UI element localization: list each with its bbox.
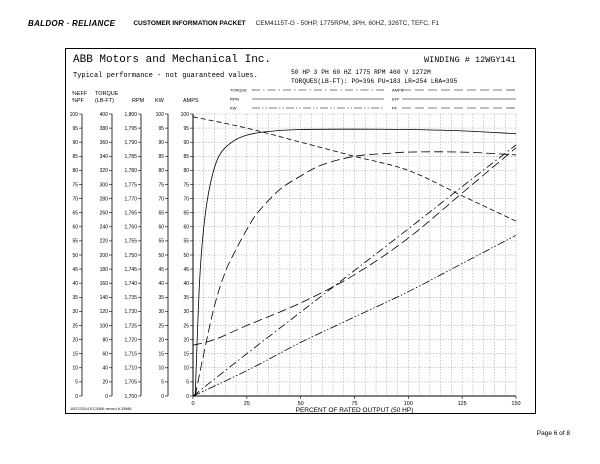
y-tick-label: 95: [183, 125, 189, 132]
y-tick-label: 1,725: [124, 323, 137, 330]
y-tick-label: 60: [158, 224, 164, 231]
x-axis: [70, 393, 521, 414]
y-tick-label: 20: [158, 337, 164, 344]
x-tick-label: 75: [351, 401, 358, 407]
y-tick-label: 100: [69, 111, 78, 118]
y-tick-label: 20: [102, 379, 108, 386]
legend-label: PF: [392, 105, 398, 111]
y-tick-label: 5: [75, 379, 78, 386]
y-tick-label: 60: [102, 351, 108, 358]
y-axis-title: RPM: [132, 98, 145, 104]
packet-title: CUSTOMER INFORMATION PACKET: [133, 19, 246, 27]
y-tick-label: 90: [158, 140, 164, 146]
y-tick-label: 260: [99, 210, 108, 217]
y-tick-label: 15: [183, 351, 189, 358]
x-tick-label: 125: [457, 401, 467, 407]
y-tick-label: 70: [183, 196, 189, 203]
y-axis-title: %PF: [72, 98, 84, 104]
torque-summary: TORQUES(LB-FT): PO=396 PU=183 LR=254 LRA=395: [291, 78, 458, 85]
legend-label: AMPS: [392, 87, 404, 93]
y-tick-label: 45: [158, 266, 164, 273]
y-tick-label: 20: [72, 337, 78, 344]
y-tick-label: 70: [158, 196, 164, 203]
y-tick-label: 1,785: [124, 154, 137, 161]
y-tick-label: 50: [158, 252, 164, 259]
page-number: Page 6 of 8: [536, 430, 570, 437]
y-tick-label: 180: [99, 266, 108, 273]
y-tick-label: 50: [72, 252, 78, 259]
y-tick-label: 100: [180, 111, 189, 118]
legend-label: RPM: [230, 96, 239, 102]
x-axis-label: PERCENT OF RATED OUTPUT (50 HP): [295, 407, 414, 414]
y-tick-label: 80: [102, 337, 108, 344]
y-tick-label: 40: [158, 281, 164, 287]
y-tick-label: 55: [158, 238, 164, 245]
y-tick-label: 70: [72, 196, 78, 203]
x-tick-label: 0: [191, 401, 195, 407]
y-tick-label: 90: [72, 140, 78, 146]
y-tick-label: 15: [158, 351, 164, 358]
y-tick-label: 360: [99, 140, 108, 146]
y-tick-label: 1,745: [124, 266, 137, 273]
x-tick-label: 100: [403, 401, 413, 407]
y-tick-label: 95: [158, 125, 164, 132]
y-tick-label: 35: [183, 295, 189, 302]
y-tick-label: 80: [158, 168, 164, 175]
y-tick-label: 80: [183, 168, 189, 175]
y-tick-label: 65: [158, 210, 164, 217]
y-tick-label: 300: [99, 182, 108, 189]
y-tick-label: 400: [99, 111, 108, 118]
y-tick-label: 1,780: [124, 168, 137, 175]
y-tick-label: 1,705: [124, 379, 137, 386]
y-tick-label: 140: [99, 295, 108, 302]
motor-description: CEM4115T-G - 50HP, 1775RPM, 3PH, 60HZ, 326TC, TEFC, F1: [255, 19, 440, 27]
y-tick-label: 0: [105, 393, 108, 400]
y-tick-label: 380: [99, 125, 108, 132]
y-tick-label: 100: [99, 323, 108, 330]
y-axis-title: TORQUE: [95, 91, 119, 97]
y-tick-label: 95: [72, 125, 78, 132]
y-tick-label: 75: [183, 182, 189, 189]
company-name: ABB Motors and Mechanical Inc.: [73, 54, 272, 66]
y-tick-label: 25: [72, 323, 78, 330]
legend-label: KW: [230, 105, 237, 111]
y-axis-title: %EFF: [72, 91, 88, 97]
y-tick-label: 65: [183, 210, 189, 217]
y-axis-title: AMPS: [183, 98, 199, 104]
x-tick-label: 150: [511, 401, 521, 407]
y-tick-label: 1,755: [124, 238, 137, 245]
y-tick-label: 35: [72, 295, 78, 302]
y-tick-label: 0: [186, 393, 189, 400]
y-tick-label: 200: [99, 252, 108, 259]
y-tick-label: 60: [183, 224, 189, 231]
chart-grid: [193, 114, 516, 396]
y-tick-label: 10: [158, 365, 164, 372]
legend: [230, 88, 516, 111]
y-tick-label: 220: [99, 238, 108, 245]
y-tick-label: 90: [183, 140, 189, 146]
y-tick-label: 5: [161, 379, 164, 386]
y-tick-label: 100: [155, 111, 164, 118]
y-tick-label: 40: [102, 365, 108, 372]
y-axis-title: (LB-FT): [95, 98, 114, 104]
y-tick-label: 0: [75, 393, 78, 400]
x-tick-label: 50: [297, 401, 304, 407]
y-tick-label: 45: [183, 266, 189, 273]
y-tick-label: 40: [183, 281, 189, 287]
y-tick-label: 1,715: [124, 351, 137, 358]
y-tick-label: 75: [72, 182, 78, 189]
y-tick-label: 10: [183, 365, 189, 372]
y-tick-label: 25: [183, 323, 189, 330]
y-axes: [70, 91, 199, 400]
y-tick-label: 1,720: [124, 337, 137, 344]
winding-number: WINDING # 12WGY141: [424, 55, 516, 65]
y-tick-label: 1,730: [124, 309, 137, 316]
y-tick-label: 45: [72, 266, 78, 273]
y-tick-label: 340: [99, 154, 108, 161]
legend-label: EFF: [392, 96, 400, 102]
y-tick-label: 0: [161, 393, 164, 400]
y-tick-label: 240: [99, 224, 108, 231]
y-tick-label: 35: [158, 295, 164, 302]
y-tick-label: 65: [72, 210, 78, 217]
y-tick-label: 30: [183, 309, 189, 316]
y-tick-label: 1,790: [124, 140, 137, 146]
footnote: 10/27/2014 EC2068; record # 33986: [70, 407, 132, 411]
y-tick-label: 85: [72, 154, 78, 161]
x-tick-label: 25: [243, 401, 250, 407]
y-tick-label: 1,750: [124, 252, 137, 259]
disclaimer: Typical performance - not guaranteed values.: [73, 72, 258, 80]
y-tick-label: 1,765: [124, 210, 137, 217]
y-tick-label: 40: [72, 281, 78, 287]
y-tick-label: 1,710: [124, 365, 137, 372]
y-tick-label: 1,740: [124, 281, 137, 287]
y-tick-label: 1,735: [124, 295, 137, 302]
y-tick-label: 1,700: [124, 393, 137, 400]
y-tick-label: 15: [72, 351, 78, 358]
y-tick-label: 1,770: [124, 196, 137, 203]
brand-logo: BALDOR · RELIANCE: [28, 18, 116, 28]
y-tick-label: 25: [158, 323, 164, 330]
y-tick-label: 320: [99, 168, 108, 175]
y-tick-label: 1,800: [124, 111, 137, 118]
y-tick-label: 85: [158, 154, 164, 161]
y-tick-label: 30: [158, 309, 164, 316]
y-tick-label: 280: [99, 196, 108, 203]
y-tick-label: 20: [183, 337, 189, 344]
y-tick-label: 55: [72, 238, 78, 245]
y-tick-label: 55: [183, 238, 189, 245]
legend-label: TORQUE: [230, 87, 248, 93]
y-tick-label: 10: [72, 365, 78, 372]
motor-rating: 50 HP 3 PH 60 HZ 1775 RPM 460 V 1272M: [291, 69, 431, 76]
y-axis-title: KW: [155, 98, 164, 104]
y-tick-label: 1,795: [124, 125, 137, 132]
y-tick-label: 5: [186, 379, 189, 386]
y-tick-label: 85: [183, 154, 189, 161]
y-tick-label: 1,775: [124, 182, 137, 189]
y-tick-label: 30: [72, 309, 78, 316]
y-tick-label: 120: [99, 309, 108, 316]
y-tick-label: 80: [72, 168, 78, 175]
y-tick-label: 50: [183, 252, 189, 259]
y-tick-label: 60: [72, 224, 78, 231]
y-tick-label: 1,760: [124, 224, 137, 231]
y-tick-label: 160: [99, 281, 108, 287]
y-tick-label: 75: [158, 182, 164, 189]
